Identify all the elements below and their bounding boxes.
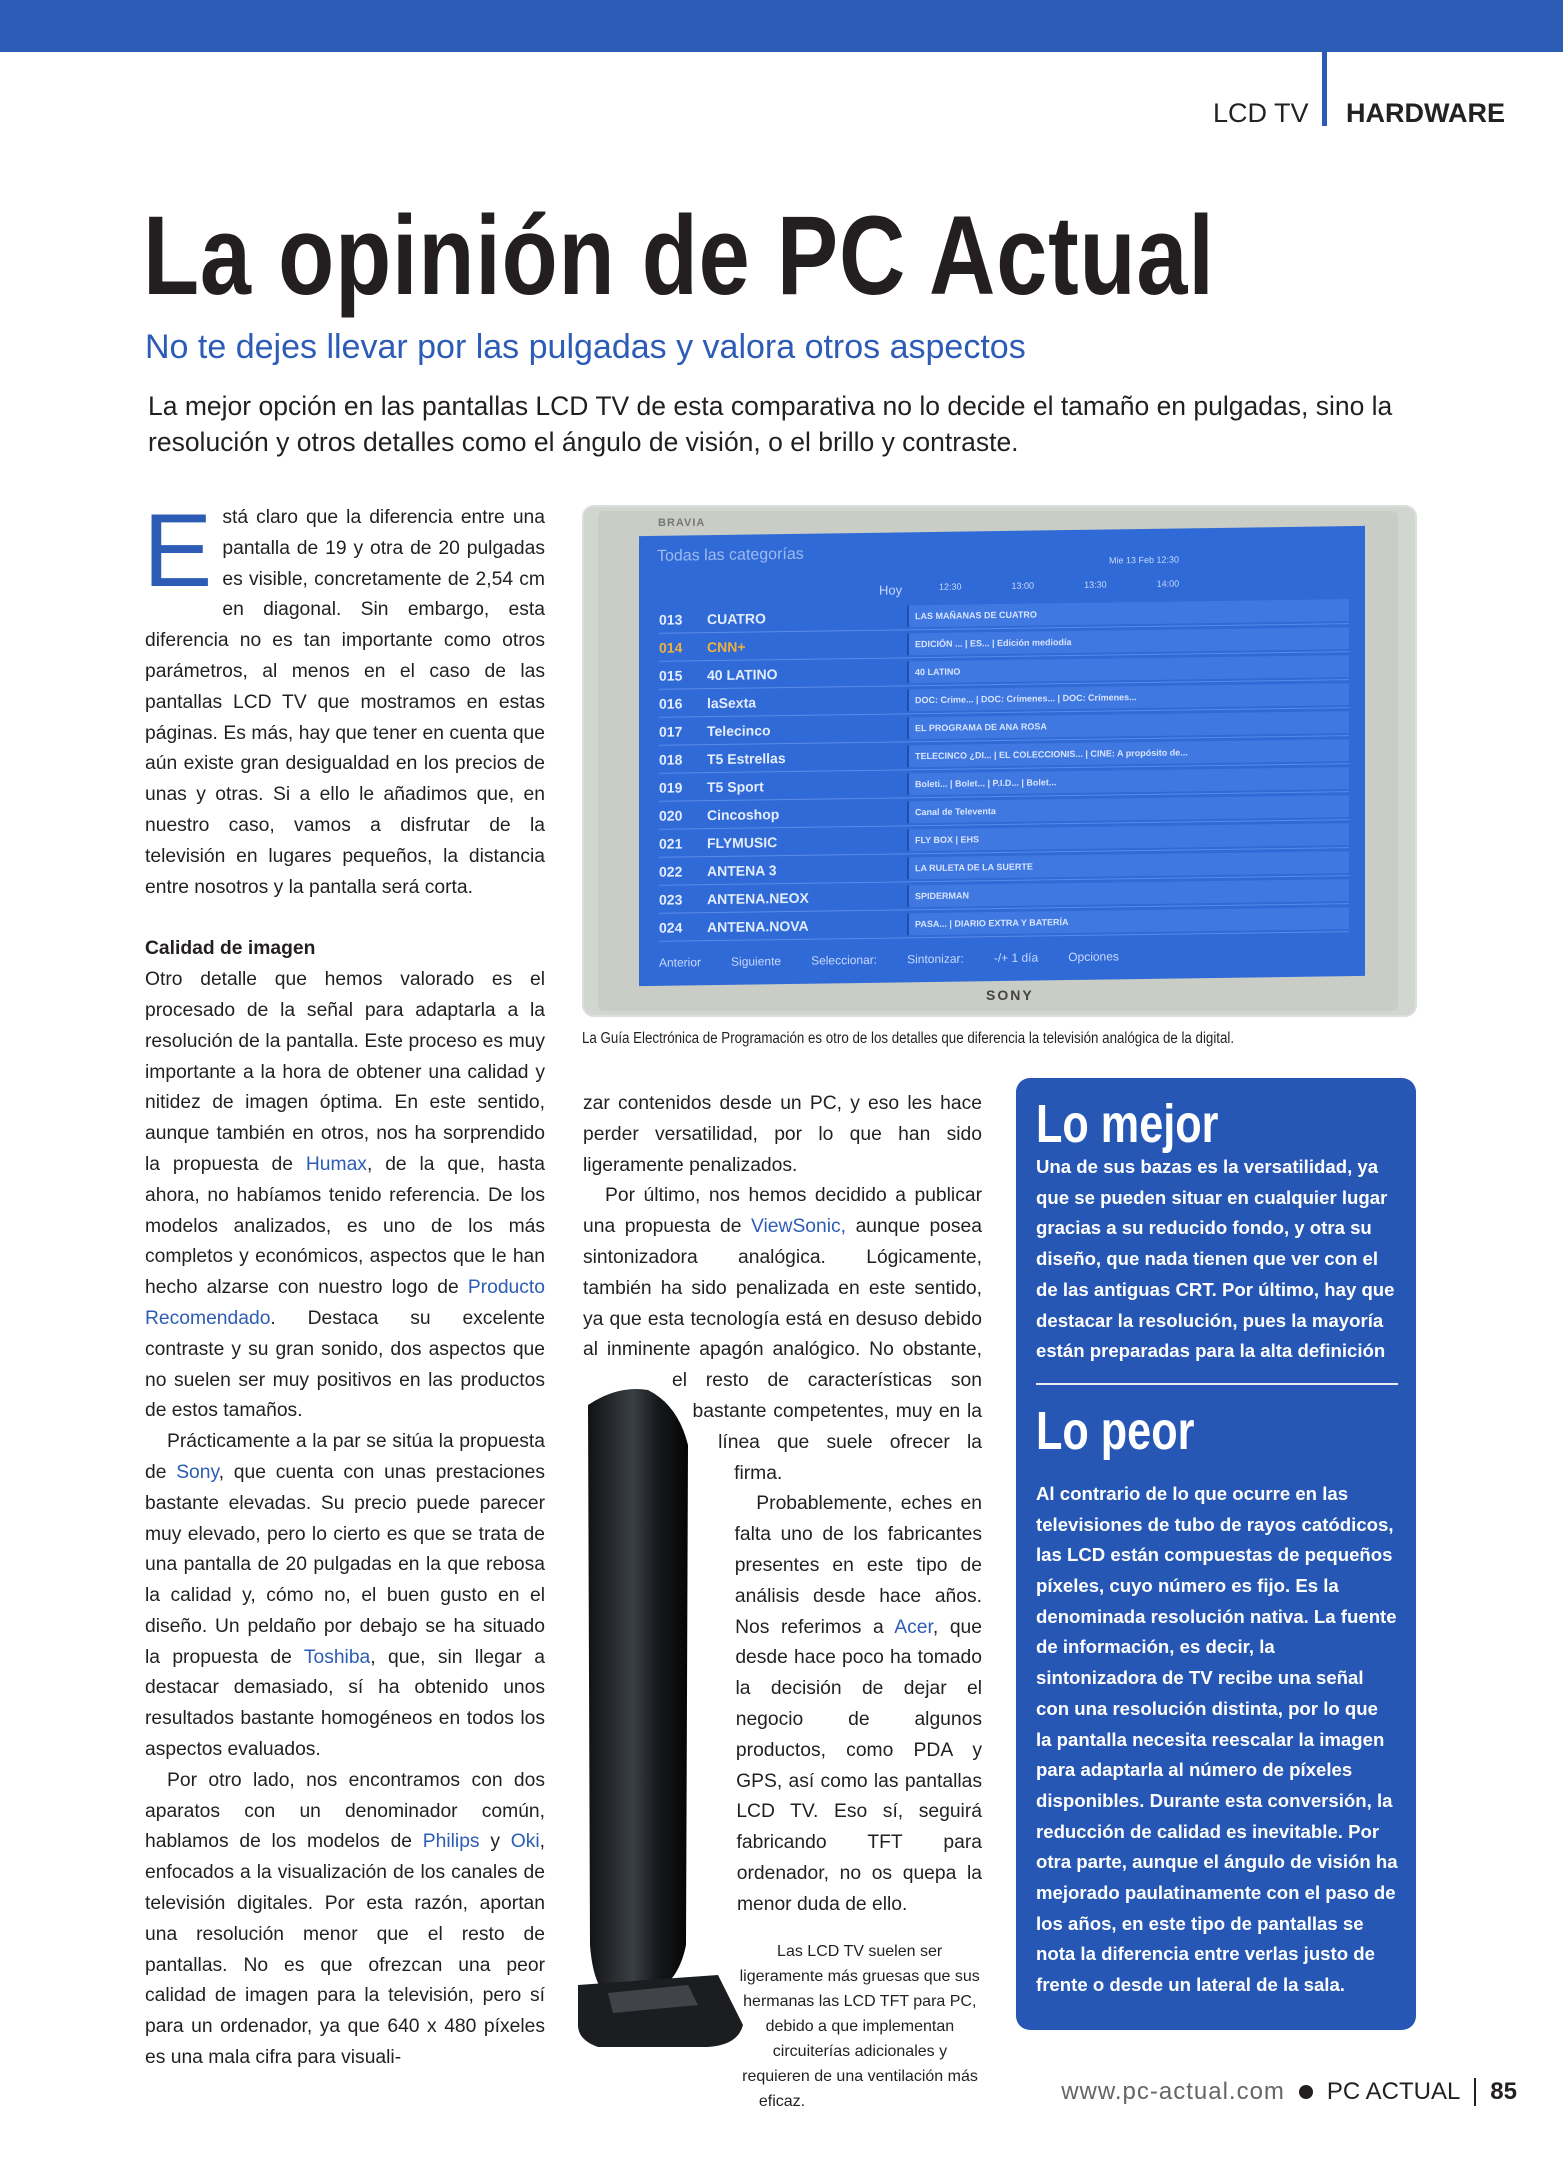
text-run: stá claro que la diferencia entre una pantalla de 19 y otra de 20 pulgadas es visible, concretamente de 2,54 cm en diagonal. Sin embargo, esta diferencia no es tan importante como otros parámetros, al menos en el caso de las pantallas LCD TV que mostramos en estas páginas. Es más, hay que tener en cuenta que aún existe gran desigualdad en los precios de unas y otras. Si a ello le añadimos que, en nuestro caso, vamos a disfrutar de la televisión en lugares pequeños, la distancia entre nosotros y la pantalla será corta. — [145, 507, 545, 898]
epg-program: 40 LATINO — [907, 655, 1349, 683]
text-run: Prácticamente a la par se sitúa la propuesta de — [145, 1431, 545, 1483]
epg-channel-number: 013 — [659, 610, 683, 628]
epg-channel-number: 020 — [659, 806, 683, 824]
epg-footer-item: -/+ 1 día — [993, 950, 1039, 966]
brand-link[interactable]: Acer — [894, 1616, 933, 1638]
footer-divider — [1474, 2078, 1476, 2106]
top-color-bar — [0, 0, 1563, 52]
text-run: , que, sin llegar a destacar demasiado, sí ha obtenido unos resultados bastante homogéneos en todos los aspectos evaluados. — [145, 1646, 545, 1761]
epg-channel-name: ANTENA.NOVA — [707, 917, 809, 935]
text-run: aunque posea sintonizadora analógica. Lógicamente, también ha sido penalizada en este sentido, ya que esta tecnología está en desuso debido al inminente apagón analógico. No obstante, el resto de características son bastante competentes, muy en la línea que suele ofrecer la firma. — [583, 1216, 982, 1484]
epg-channel-name: T5 Estrellas — [707, 749, 786, 767]
article-subtitle: No te dejes llevar por las pulgadas y valora otros aspectos — [145, 328, 1026, 366]
epg-footer-item: Siguiente — [731, 954, 782, 969]
epg-program: EDICIÓN ... | ES... | Edición mediodía — [907, 627, 1349, 655]
brand-link[interactable]: Oki — [510, 1831, 540, 1853]
epg-channel-name: laSexta — [707, 693, 757, 711]
text-run: , enfocados a la visualización de los canales de televisión digitales. Por esta razón, aportan una resolución menor que el resto de pantallas. No es que ofrezcan una peor calidad de imagen para la televisión, pero sí para un ordenador, ya que 640 x 480 píxeles es una mala cifra para visuali- — [145, 1831, 545, 2069]
text-run: Por otro lado, nos encontramos con dos aparatos con un denominador común, hablamos de los modelos de — [145, 1769, 545, 1853]
brand-link[interactable]: ViewSonic, — [751, 1216, 847, 1238]
subheading: Calidad de imagen — [145, 938, 316, 960]
brand-link[interactable]: Producto Recomendado — [145, 1277, 545, 1329]
epg-program: EL PROGRAMA DE ANA ROSA — [907, 711, 1349, 739]
footer-magazine: PC ACTUAL — [1326, 2078, 1461, 2105]
text-run: zar contenidos desde un PC, y eso les hace perder versatilidad, por lo que han sido ligeramente penalizados. — [583, 1093, 982, 1176]
tv-brand: BRAVIA — [658, 517, 706, 529]
text-run: y — [479, 1831, 511, 1853]
bullet-icon — [1299, 2085, 1313, 2099]
photo-caption: La Guía Electrónica de Programación es otro de los detalles que diferencia la televisión analógica de la digital. — [582, 1030, 1235, 1047]
epg-channel-number: 017 — [659, 722, 683, 740]
epg-channel-number: 014 — [659, 638, 683, 656]
cons-text: Al contrario de lo que ocurre en las televisiones de tubo de rayos catódicos, las LCD están compuestas de pequeños píxeles, cuyo número es fijo. Es la denominada resolución nativa. La fuente de información, es decir, la sintonizadora de TV recibe una señal con una resolución distinta, por lo que la pantalla necesita reescalar la imagen para adaptarla al número de píxeles disponibles. Durante esta conversión, la reducción de calidad es inevitable. Por otra parte, aunque el ángulo de visión ha mejorado paulatinamente con el paso de los años, en este tipo de pantallas se nota la diferencia entre verlas justo de frente o desde un lateral de la sala. — [1036, 1482, 1398, 1996]
tv-screen — [639, 526, 1365, 986]
text-run: Por último, nos hemos decidido a publicar una propuesta de — [583, 1185, 982, 1238]
epg-program: DOC: Crime... | DOC: Crímenes... | DOC: Crímenes... — [907, 683, 1349, 711]
page-footer — [1061, 2078, 1517, 2106]
epg-title: Todas las categorías — [657, 545, 804, 565]
page-number: 85 — [1490, 2078, 1517, 2105]
text-run: Otro detalle que hemos valorado es el procesado de la señal para adaptarla a la resolución de la pantalla. Este proceso es muy importante a la hora de obtener una calidad y nitidez de imagen óptima. En este sentido, aunque también en otros, nos ha sorprendido la propuesta de — [145, 969, 545, 1175]
epg-channel-number: 022 — [659, 862, 683, 880]
body-paragraph — [145, 1766, 545, 2074]
epg-time: 13:30 — [1084, 579, 1107, 590]
text-run: , que desde hace poco ha tomado la decisión de dejar el negocio de algunos productos, como PDA y GPS, así como las pantallas LCD TV. Eso sí, seguirá fabricando TFT para ordenador, no os quepa la menor duda de ello. — [735, 1616, 983, 1915]
epg-photo — [582, 505, 1417, 1017]
epg-channel-number: 019 — [659, 778, 683, 796]
brand-link[interactable]: Philips — [422, 1831, 480, 1853]
section-divider — [1322, 52, 1327, 126]
box-divider — [1036, 1383, 1398, 1385]
epg-program: Boleti... | Bolet... | P.I.D... | Bolet... — [907, 767, 1349, 795]
body-paragraph — [582, 1089, 982, 1181]
brand-link[interactable]: Sony — [176, 1461, 219, 1483]
epg-channel-number: 015 — [659, 666, 683, 684]
epg-channel-name: CNN+ — [707, 638, 746, 655]
tv-maker-logo: SONY — [986, 987, 1034, 1003]
epg-program: LA RULETA DE LA SUERTE — [907, 851, 1349, 879]
epg-channel-name: ANTENA 3 — [707, 861, 777, 879]
epg-footer-item: Opciones — [1068, 949, 1119, 965]
epg-channel-number: 024 — [659, 918, 683, 936]
category-label: HARDWARE — [1346, 98, 1505, 128]
epg-program: FLY BOX | EHS — [907, 823, 1349, 851]
epg-footer-item: Anterior — [659, 955, 702, 970]
text-run: . Destaca su excelente contraste y su gran sonido, dos aspectos que no suelen ser muy positivos en las productos de estos tamaños. — [145, 1307, 545, 1422]
left-column — [143, 493, 545, 2074]
epg-channel-name: 40 LATINO — [707, 665, 778, 683]
text-run: , de la que, hasta ahora, no habíamos tenido referencia. De los modelos analizados, es uno de los más completos y económicos, aspectos que le han hecho alzarse con nuestro logo de — [145, 1153, 545, 1299]
epg-program: LAS MAÑANAS DE CUATRO — [907, 599, 1349, 627]
epg-footer-item: Seleccionar: — [811, 952, 878, 968]
text-run: , que cuenta con unas prestaciones bastante elevadas. Su precio puede parecer muy elevado, pero lo cierto es que se trata de una pantalla de 20 pulgadas en la que rebosa la calidad y, cómo no, el buen gusto en el diseño. Un peldaño por debajo se ha situado la propuesta de — [145, 1461, 545, 1668]
epg-today: Hoy — [879, 582, 903, 598]
epg-program: PASA... | DIARIO EXTRA Y BATERÍA — [907, 907, 1349, 935]
epg-channel-name: Telecinco — [707, 721, 771, 739]
drop-cap: E — [143, 493, 213, 609]
pros-text: Una de sus bazas es la versatilidad, ya que se pueden situar en cualquier lugar gracias a su reducido fondo, y otra su diseño, que nada tienen que ver con el de las antiguas CRT. Por último, hay que destacar la resolución, pues la mayoría están preparadas para la alta definición — [1036, 1156, 1395, 1362]
article-lead: La mejor opción en las pantallas LCD TV de esta comparativa no lo decide el tamaño en pulgadas, sino la resolución y otros detalles como el ángulo de visión, o el brillo y contraste. — [148, 391, 1393, 457]
epg-channel-number: 018 — [659, 750, 683, 768]
epg-channel-name: Cincoshop — [707, 805, 780, 823]
text-run: Probablemente, eches en falta uno de los fabricantes presentes en este tipo de análisis desde hace años. Nos referimos a — [734, 1493, 982, 1638]
epg-channel-name: ANTENA.NEOX — [707, 889, 809, 907]
epg-date: Mie 13 Feb 12:30 — [1109, 554, 1180, 566]
epg-channel-number: 021 — [659, 834, 683, 852]
epg-time: 13:00 — [1011, 580, 1035, 591]
epg-channel-number: 023 — [659, 890, 683, 908]
article-title: La opinión de PC Actual — [143, 193, 1215, 318]
epg-footer-item: Sintonizar: — [907, 951, 964, 967]
pros-title: Lo mejor — [1036, 1094, 1219, 1154]
section-label: LCD TV — [1213, 98, 1309, 128]
body-paragraph — [145, 965, 545, 1427]
brand-link[interactable]: Humax — [305, 1153, 367, 1175]
epg-grid — [659, 596, 1349, 942]
epg-times — [939, 579, 1179, 592]
pros-cons-box — [1016, 1078, 1416, 2030]
cons-title: Lo peor — [1036, 1400, 1195, 1461]
epg-channel-name: FLYMUSIC — [707, 833, 778, 851]
epg-program: Canal de Televenta — [907, 795, 1349, 823]
epg-time: 12:30 — [939, 581, 962, 592]
epg-program: TELECINCO ¿DI... | EL COLECCIONIS... | CINE: A propósito de... — [907, 739, 1349, 767]
epg-program: SPIDERMAN — [907, 879, 1349, 907]
epg-channel-name: T5 Sport — [707, 777, 764, 795]
body-paragraph — [145, 1427, 545, 1766]
epg-footer — [659, 949, 1119, 969]
epg-channel-name: CUATRO — [707, 609, 766, 627]
tv-caption: Las LCD TV suelen ser ligeramente más gruesas que sus hermanas las LCD TFT para PC, debido a que implementan circuiterías adicionales y requieren de una ventilación más eficaz. — [739, 1942, 980, 2110]
brand-link[interactable]: Toshiba — [303, 1646, 371, 1668]
epg-channel-number: 016 — [659, 694, 683, 712]
tv-side-view-image — [578, 1385, 743, 2047]
epg-time: 14:00 — [1156, 578, 1180, 589]
footer-url: www.pc-actual.com — [1061, 2078, 1285, 2105]
